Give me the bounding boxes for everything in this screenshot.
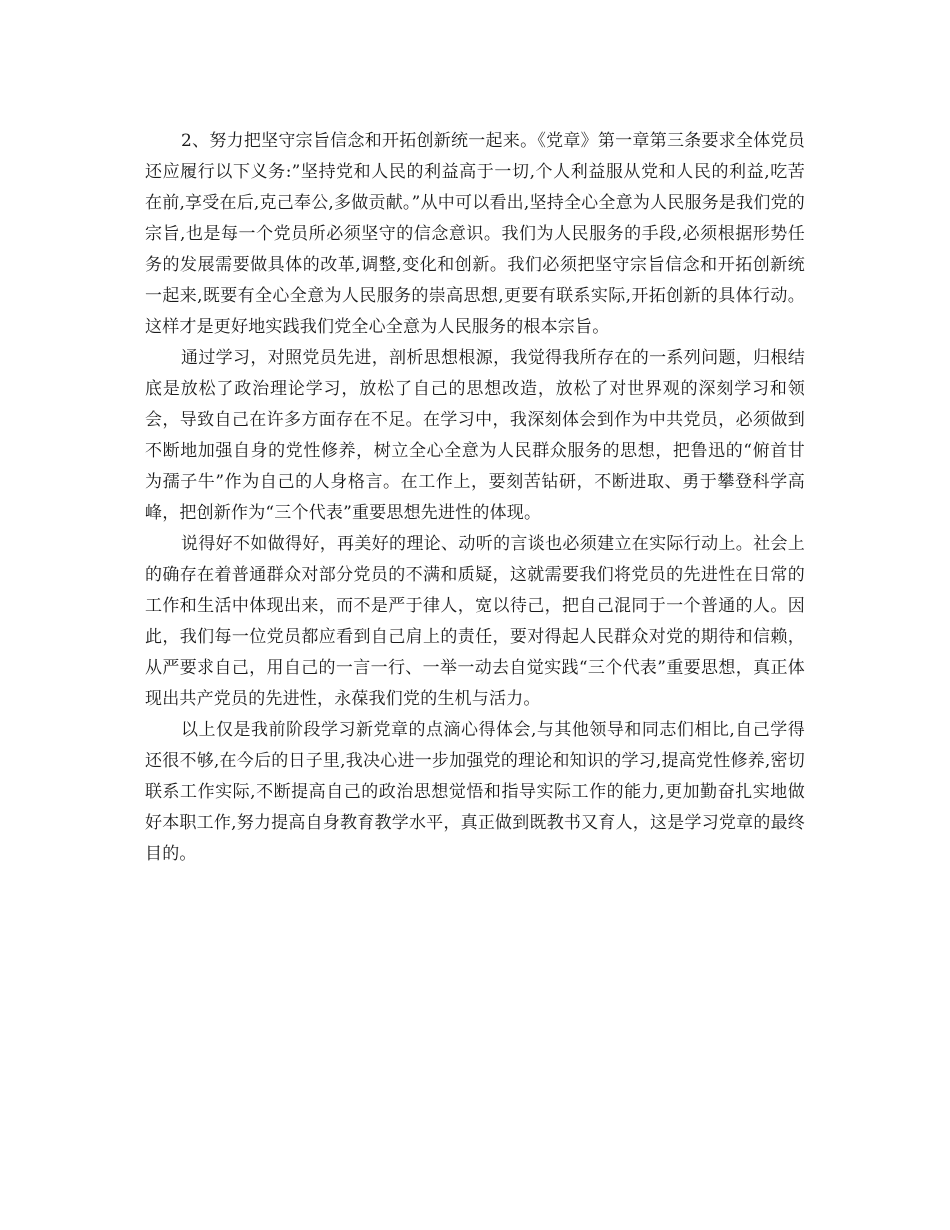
paragraph-4: 以上仅是我前阶段学习新党章的点滴心得体会,与其他领导和同志们相比,自己学得还很不够,在今后的日子里,我决心进一步加强党的理论和知识的学习,提高党性修养,密切联系工作实际,不断提高自己的政治思想觉悟和指导实际工作的能力,更加勤奋扎实地做好本职工作,努力提高自身教育教学水平，真正做到既教书又育人，这是学习党章的最终目的。 xyxy=(145,720,805,864)
paragraph-1: 2、努力把坚守宗旨信念和开拓创新统一起来。《党章》第一章第三条要求全体党员还应履行以下义务:”坚持党和人民的利益高于一切,个人利益服从党和人民的利益,吃苦在前,享受在后,克己奉公,多做贡献。”从中可以看出,坚持全心全意为人民服务是我们党的宗旨,也是每一个党员所必须坚守的信念意识。我们为人民服务的手段,必须根据形势任务的发展需要做具体的改革,调整,变化和创新。我们必须把坚守宗旨信念和开拓创新统一起来,既要有全心全意为人民服务的崇高思想,更要有联系实际,开拓创新的具体行动。这样才是更好地实践我们党全心全意为人民服务的根本宗旨。 xyxy=(145,131,805,337)
paragraph-2: 通过学习，对照党员先进，剖析思想根源，我觉得我所存在的一系列问题，归根结底是放松了政治理论学习，放松了自己的思想改造，放松了对世界观的深刻学习和领会，导致自己在许多方面存在不足。在学习中，我深刻体会到作为中共党员，必须做到不断地加强自身的党性修养，树立全心全意为人民群众服务的思想，把鲁迅的“俯首甘为孺子牛”作为自己的人身格言。在工作上，要刻苦钻研，不断进取、勇于攀登科学高峰，把创新作为“三个代表”重要思想先进性的体现。 xyxy=(145,348,805,523)
document-body xyxy=(145,126,805,870)
paragraph-3: 说得好不如做得好，再美好的理论、动听的言谈也必须建立在实际行动上。社会上的确存在着普通群众对部分党员的不满和质疑，这就需要我们将党员的先进性在日常的工作和生活中体现出来，而不是严于律人，宽以待己，把自己混同于一个普通的人。因此，我们每一位党员都应看到自己肩上的责任，要对得起人民群众对党的期待和信赖，从严要求自己，用自己的一言一行、一举一动去自觉实践“三个代表”重要思想，真正体现出共产党员的先进性，永葆我们党的生机与活力。 xyxy=(145,534,805,709)
